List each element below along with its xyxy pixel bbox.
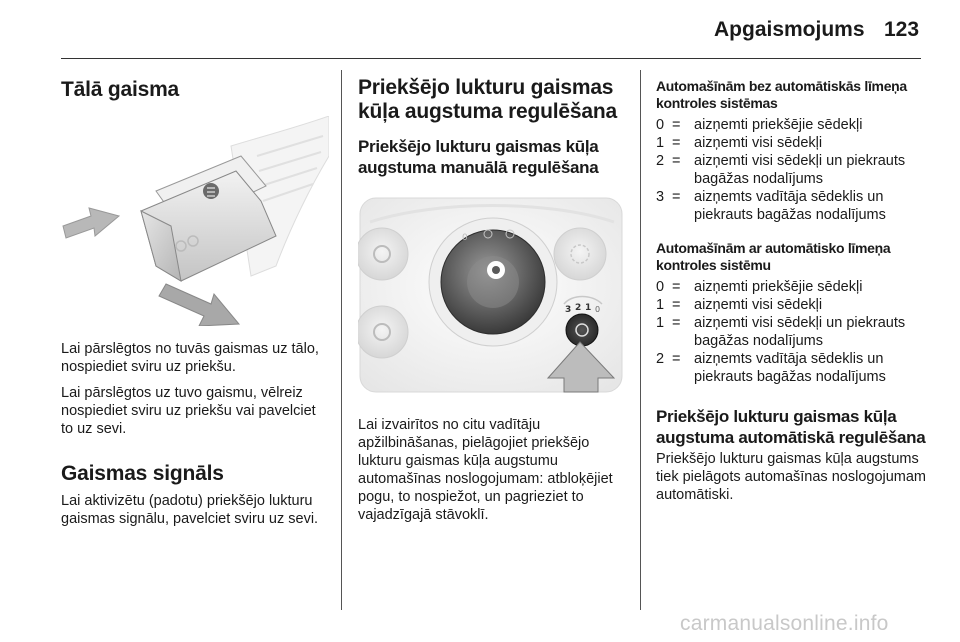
instrument-dimmer-button [554,228,606,280]
list-item: 1 = aizņemti visi sēdekļi un piekrauts bagāžas nodalījums [656,315,906,349]
auto-adjustment-text: Priekšējo lukturu gaismas kūļa augstums tiek pielāgots automašīnas noslogojumam automātiski. [656,451,927,503]
range-label-zero: 0 [595,305,601,314]
without-auto-level-list [656,116,926,224]
column-load-settings [656,70,926,504]
section-title: Apgaismojums [714,18,865,41]
list-item: 0 = aizņemti priekšējie sēdekļi [656,117,863,133]
pull-arrow-icon [159,284,239,326]
high-beam-icon [203,183,219,199]
fog-light-button [358,228,408,280]
header-divider [61,58,921,59]
manual-adjustment-instruction: Lai izvairītos no citu vadītāju apžilbināšanas, pielāgojiet priekšējo lukturu gaismas kūļa augstumu automašīnas noslogojumam: atbloķējiet pogu, to nospiežot, un pagrieziet to vajadzīgajā stāvoklī. [358,417,613,523]
without-auto-level-heading: Automašīnām bez automātiskās līmeņa kontroles sistēmas [656,78,907,111]
page-header [0,0,960,62]
list-item: 1 = aizņemti visi sēdekļi [656,297,823,313]
headlight-range-wheel [566,314,598,346]
range-label-one: 1 [585,303,592,313]
with-auto-level-heading: Automašīnām ar automātisko līmeņa kontroles sistēmu [656,240,891,273]
list-item: 3 = aizņemts vadītāja sēdeklis un piekrauts bagāžas nodalījums [656,189,886,223]
watermark: carmanualsonline.info [680,612,889,635]
list-item: 0 = aizņemti priekšējie sēdekļi [656,279,863,295]
manual-adjustment-heading: Priekšējo lukturu gaismas kūļa augstuma manuālā regulēšana [358,137,599,177]
light-switch-illustration [358,192,626,396]
column-high-beam [61,70,329,528]
list-item: 1 = aizņemti visi sēdekļi [656,135,823,151]
list-item: 2 = aizņemti visi sēdekļi un piekrauts bagāžas nodalījums [656,153,906,187]
range-label-two: 2 [575,303,582,313]
stalk-illustration [61,116,329,326]
headlight-range-heading: Priekšējo lukturu gaismas kūļa augstuma regulēšana [358,76,617,123]
headlight-flash-instruction: Lai aktivizētu (padotu) priekšējo lukturu gaismas signālu, pavelciet sviru uz sevi. [61,493,319,527]
column-divider-right [640,70,641,610]
high-beam-instruction-2: Lai pārslēgtos uz tuvo gaismu, vēlreiz nospiediet sviru uz priekšu vai pavelciet to uz sevi. [61,385,316,437]
dial-label-zero: 0 [462,233,468,243]
high-beam-heading: Tālā gaisma [61,78,180,101]
column-headlight-range [358,70,626,524]
high-beam-instruction-1: Lai pārslēgtos no tuvās gaismas uz tālo, nospiediet sviru uz priekšu. [61,341,319,375]
range-label-three: 3 [565,305,572,315]
column-divider-left [341,70,342,610]
rear-fog-button [358,306,408,358]
headlight-flash-heading: Gaismas signāls [61,462,224,485]
with-auto-level-list [656,278,926,386]
list-item: 2 = aizņemts vadītāja sēdeklis un piekrauts bagāžas nodalījums [656,351,886,385]
push-arrow-icon [63,208,119,238]
page-number: 123 [884,18,920,41]
auto-adjustment-heading: Priekšējo lukturu gaismas kūļa augstuma automātiskā regulēšana [656,407,926,447]
